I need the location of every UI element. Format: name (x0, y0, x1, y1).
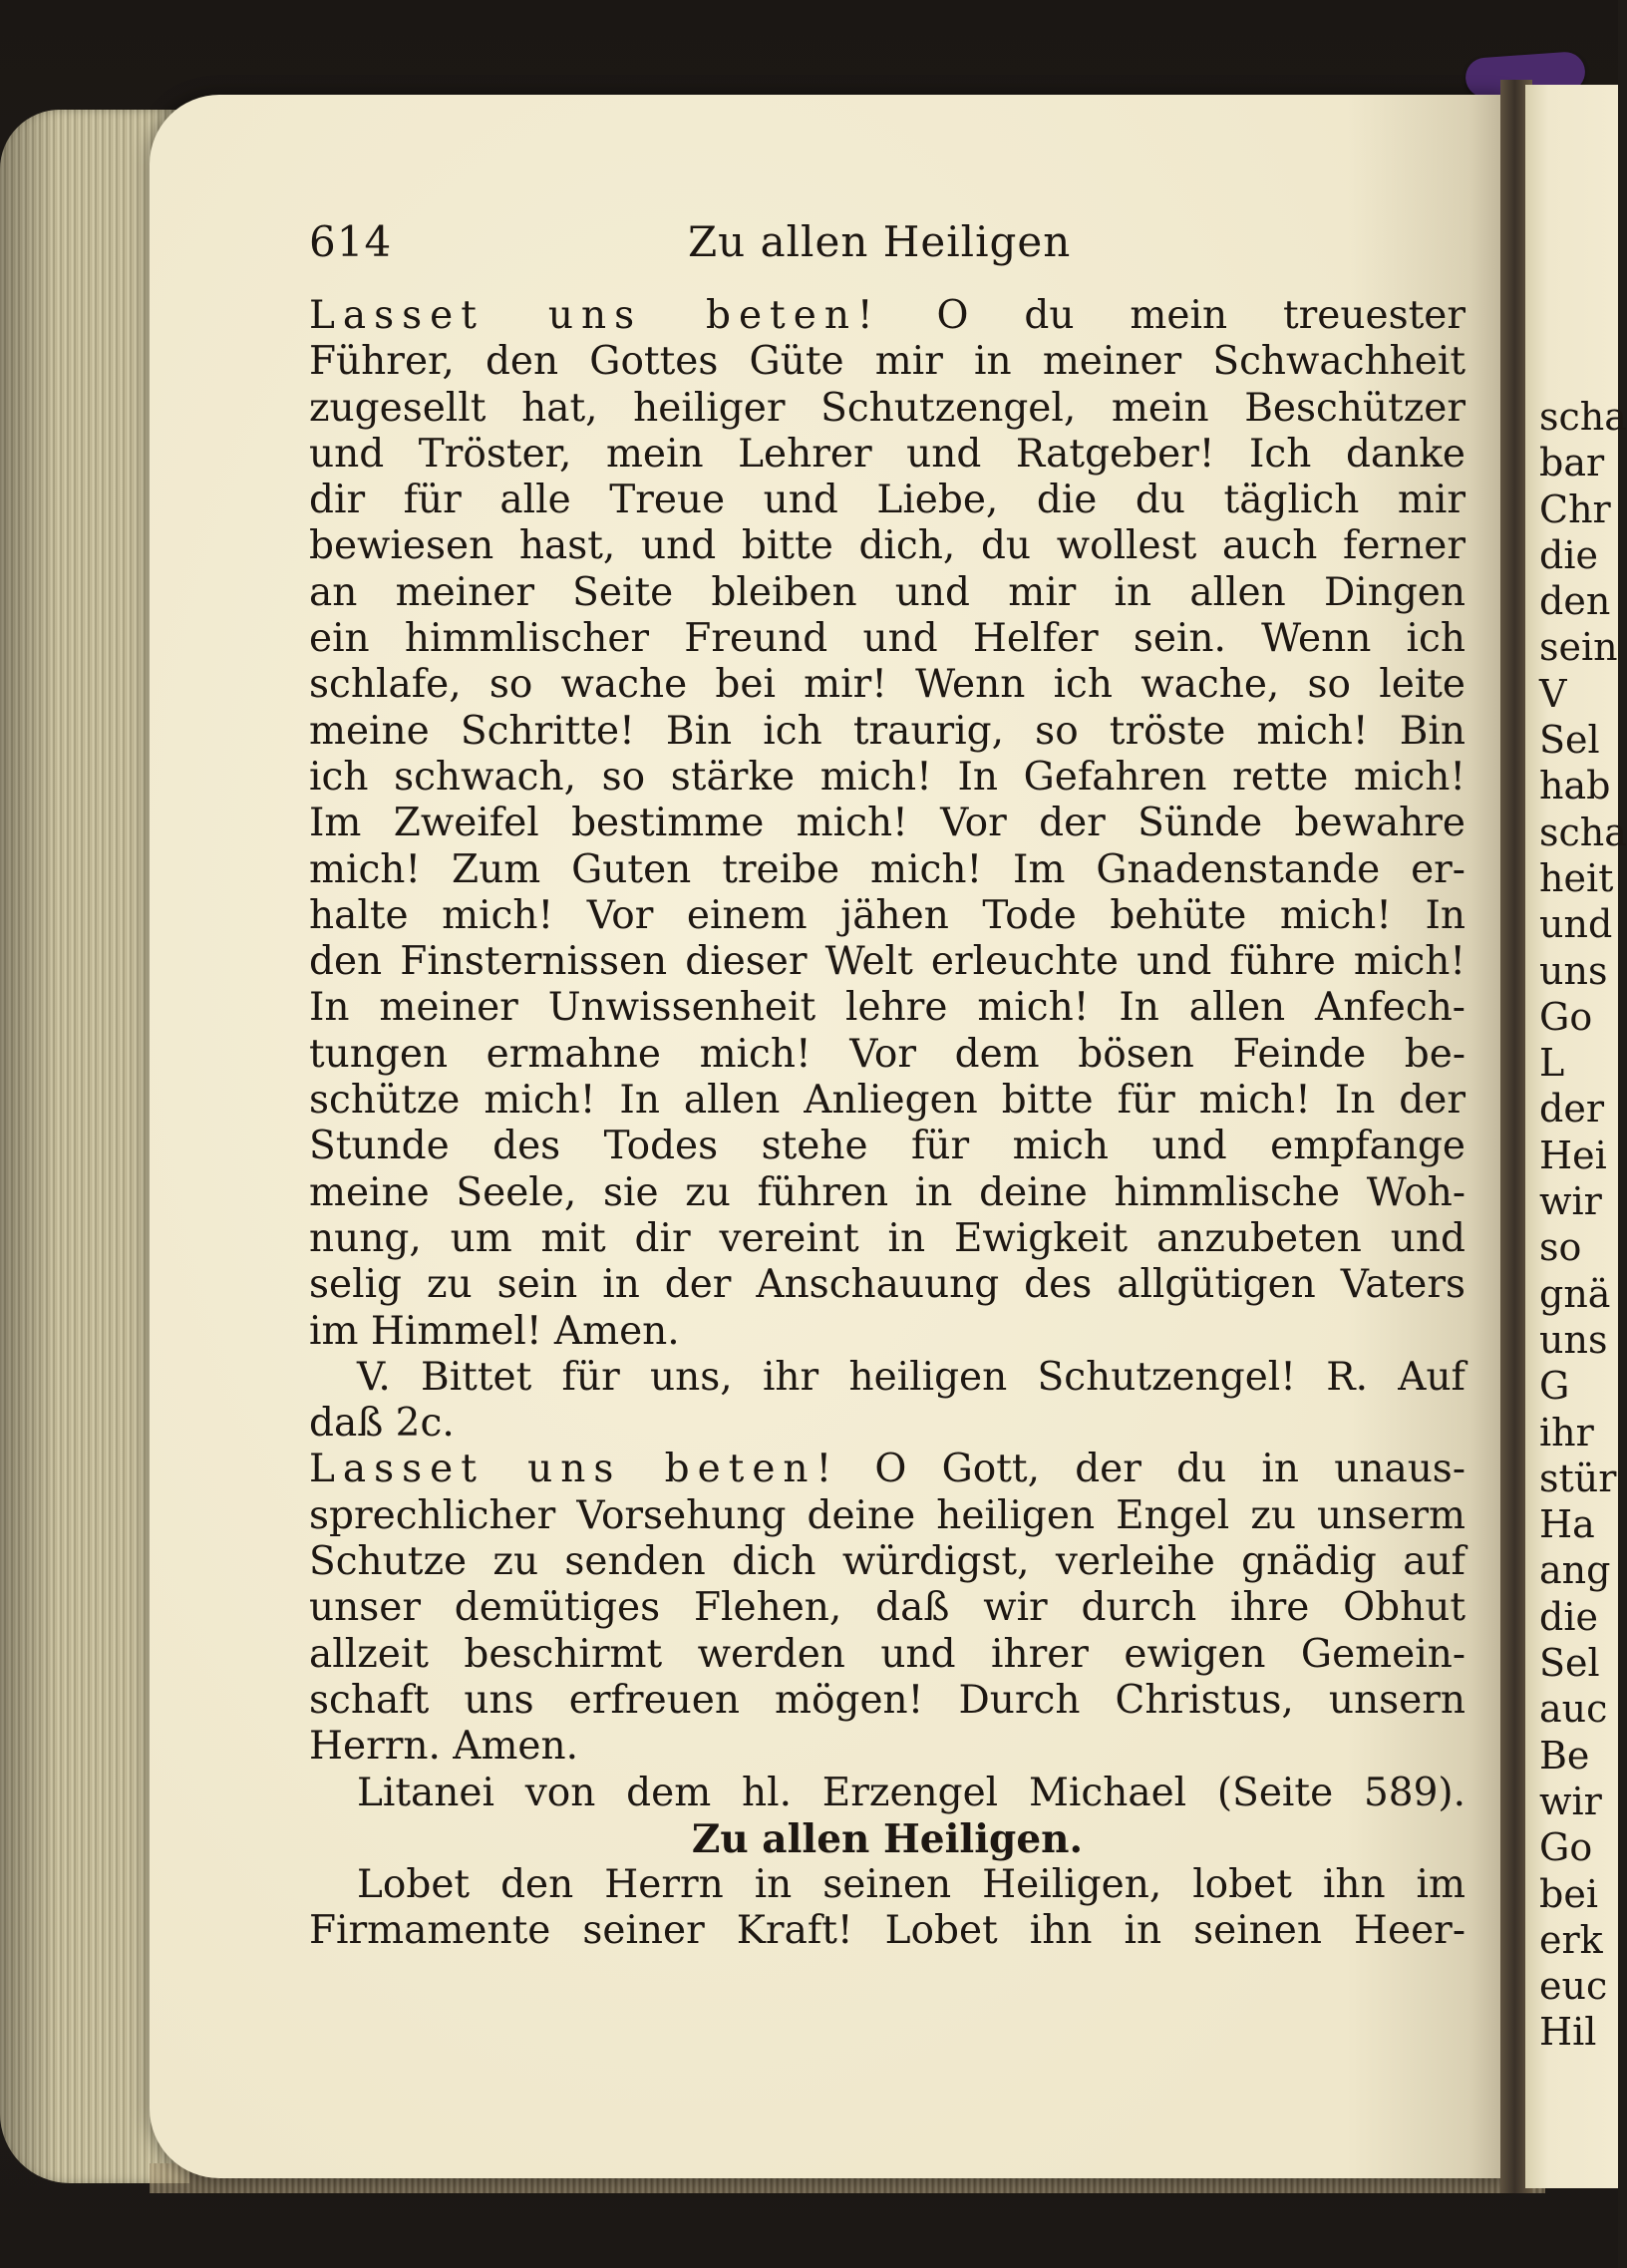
page-number: 614 (309, 217, 393, 266)
facing-page-fragment: scha (1539, 395, 1627, 439)
running-title: Zu allen Heiligen (688, 217, 1072, 266)
text-line: Stunde des Todes stehe für mich und empfange (309, 1124, 1465, 1169)
text-line: Litanei von dem hl. Erzengel Michael (Seite 589). (357, 1770, 1465, 1815)
text-line: daß 2c. (309, 1401, 455, 1447)
facing-page-fragment: heit (1539, 855, 1614, 900)
facing-page-fragment: erk (1539, 1917, 1603, 1962)
text-line: Herrn. Amen. (309, 1724, 579, 1770)
facing-page-fragment: Go (1539, 1825, 1593, 1870)
facing-page-fragment: uns (1539, 1317, 1608, 1362)
facing-page-fragment: wir (1539, 1179, 1602, 1224)
body-text (309, 293, 1465, 1955)
text-line: Lobet den Herrn in seinen Heiligen, lobet ihn im (357, 1862, 1465, 1908)
facing-page-fragment: bar (1539, 441, 1605, 486)
facing-page-text (1525, 394, 1627, 2056)
text-line: Im Zweifel bestimme mich! Vor der Sünde bewahre (309, 801, 1465, 846)
page-text (309, 199, 1465, 1955)
facing-page-fragment: Sel (1539, 1641, 1600, 1686)
text-line: mich! Zum Guten treibe mich! Im Gnadenstande er- (309, 846, 1465, 892)
text-line: meine Schritte! Bin ich traurig, so tröste mich! Bin (309, 708, 1465, 754)
facing-page-fragment: Be (1539, 1733, 1590, 1778)
facing-page-fragment: gnä (1539, 1271, 1611, 1316)
facing-page-fragment: euc (1539, 1964, 1608, 2009)
text-line: zugesellt hat, heiliger Schutzengel, mein Beschützer (309, 385, 1465, 431)
facing-page-fragment: sein (1539, 625, 1618, 670)
facing-page-fragment: so (1539, 1225, 1582, 1270)
text-line: schütze mich! In allen Anliegen bitte für mich! In der (309, 1078, 1465, 1124)
facing-page-fragment: wir (1539, 1779, 1602, 1823)
text-line: den Finsternissen dieser Welt erleuchte und führe mich! (309, 939, 1465, 985)
text-line: In meiner Unwissenheit lehre mich! In allen Anfech- (309, 985, 1465, 1031)
text-line: meine Seele, sie zu führen in deine himmlische Woh- (309, 1169, 1465, 1215)
text-line: dir für alle Treue und Liebe, die du täglich mir (309, 478, 1465, 523)
facing-page (1525, 85, 1627, 2188)
running-head (309, 199, 1465, 279)
text-line: Lasset uns beten! O Gott, der du in unaus- (309, 1447, 1466, 1492)
facing-page-fragment: und (1539, 902, 1613, 947)
facing-page-fragment: G (1539, 1364, 1570, 1409)
text-line: nung, um mit dir vereint in Ewigkeit anzubeten und (309, 1215, 1465, 1261)
text-line: schlafe, so wache bei mir! Wenn ich wache, so leite (309, 662, 1465, 708)
facing-page-fragment: Ha (1539, 1502, 1595, 1547)
text-line: und Tröster, mein Lehrer und Ratgeber! Ich danke (309, 431, 1465, 477)
facing-page-fragment: ang (1539, 1548, 1611, 1593)
facing-page-fragment: bei (1539, 1871, 1598, 1916)
facing-page-fragment: auc (1539, 1687, 1608, 1732)
facing-page-fragment: V (1539, 671, 1567, 716)
facing-page-fragment: L (1539, 1041, 1565, 1086)
facing-page-fragment: die (1539, 532, 1598, 577)
facing-page-fragment: der (1539, 1087, 1604, 1132)
text-line: im Himmel! Amen. (309, 1308, 680, 1354)
facing-page-fragment: ihr (1539, 1410, 1594, 1455)
text-line: ein himmlischer Freund und Helfer sein. Wenn ich (309, 616, 1465, 662)
facing-page-fragment: stür (1539, 1456, 1617, 1500)
text-line: tungen ermahne mich! Vor dem bösen Feinde be- (309, 1031, 1465, 1077)
facing-page-fragment: Chr (1539, 486, 1611, 531)
facing-page-fragment: hab (1539, 764, 1611, 809)
prayer-lead-in: Lasset uns beten! (309, 1447, 840, 1492)
facing-page-fragment: Go (1539, 994, 1593, 1039)
facing-page-fragment: Hei (1539, 1133, 1607, 1177)
facing-page-fragment: Sel (1539, 718, 1600, 763)
text-line: Lasset uns beten! O du mein treuester (309, 293, 1465, 338)
facing-page-fragment: die (1539, 1594, 1598, 1639)
text-line: halte mich! Vor einem jähen Tode behüte mich! In (309, 892, 1465, 938)
text-line: schaft uns erfreuen mögen! Durch Christus, unsern (309, 1677, 1465, 1723)
text-line: ich schwach, so stärke mich! In Gefahren rette mich! (309, 754, 1465, 800)
text-line: unser demütiges Flehen, daß wir durch ihre Obhut (309, 1585, 1465, 1631)
facing-page-fragment: uns (1539, 948, 1608, 993)
text-line: selig zu sein in der Anschauung des allgütigen Vaters (309, 1262, 1465, 1308)
facing-page-fragment: den (1539, 579, 1611, 624)
text-line: Schutze zu senden dich würdigst, verleihe gnädig auf (309, 1539, 1465, 1585)
text-line: V. Bittet für uns, ihr heiligen Schutzengel! R. Auf (357, 1354, 1465, 1400)
text-line: bewiesen hast, und bitte dich, du wollest auch ferner (309, 523, 1465, 569)
section-heading: Zu allen Heiligen. (691, 1815, 1084, 1862)
text-line: Firmamente seiner Kraft! Lobet ihn in seinen Heer- (309, 1908, 1465, 1954)
text-line: allzeit beschirmt werden und ihrer ewigen Gemein- (309, 1631, 1465, 1677)
text-line: an meiner Seite bleiben und mir in allen Dingen (309, 569, 1465, 615)
facing-page-fragment: scha (1539, 810, 1627, 854)
text-line: Führer, den Gottes Güte mir in meiner Schwachheit (309, 339, 1465, 385)
prayer-lead-in: Lasset uns beten! (309, 293, 881, 338)
facing-page-fragment: Hil (1539, 2010, 1597, 2055)
text-line: sprechlicher Vorsehung deine heiligen Engel zu unserm (309, 1492, 1465, 1538)
